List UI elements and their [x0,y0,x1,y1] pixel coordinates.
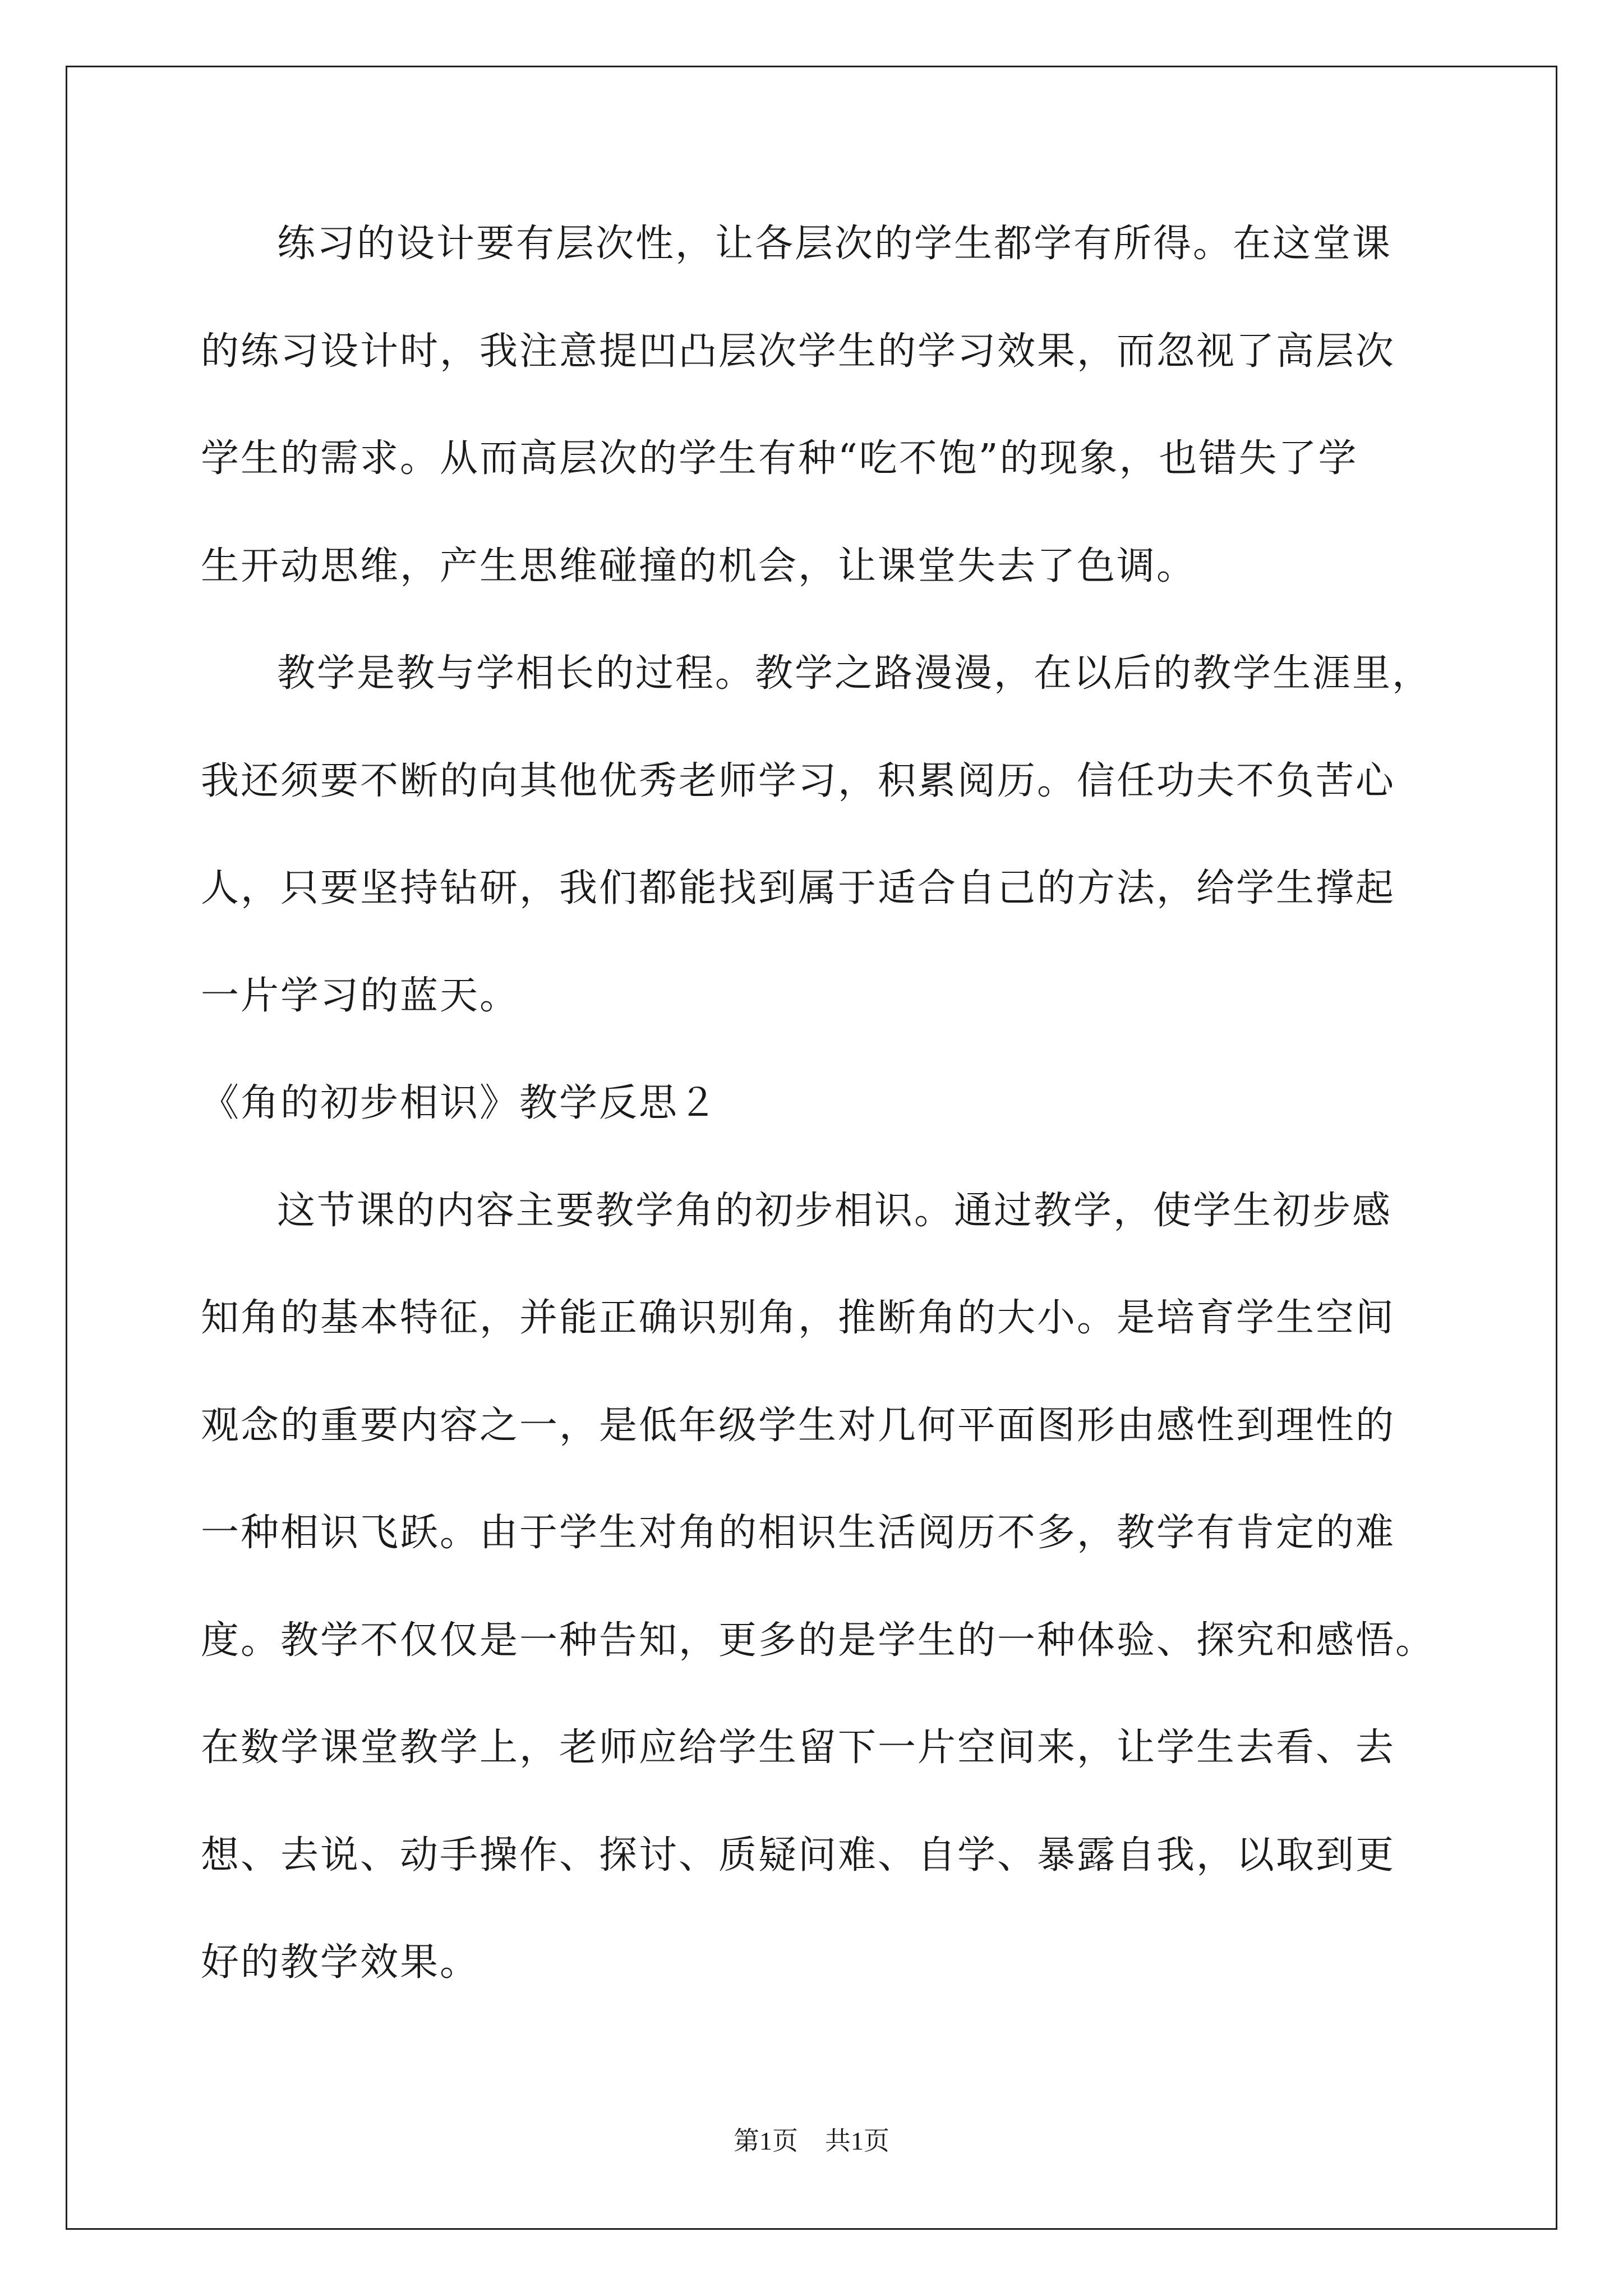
document-body [201,208,1468,2034]
paragraph-line: 练习的设计要有层次性，让各层次的学生都学有所得。在这堂课 [277,222,1393,266]
paragraph-line: 人，只要坚持钻研，我们都能找到属于适合自己的方法，给学生撑起 [201,866,1396,910]
page-footer [0,2120,1623,2157]
paragraph-line: 好的教学效果。 [201,1940,480,1985]
paragraph-line: 这节课的内容主要教学角的初步相识。通过教学，使学生初步感 [277,1188,1393,1233]
paragraph-line: 教学是教与学相长的过程。教学之路漫漫，在以后的教学生涯里， [277,651,1432,696]
page-total: 共1页 [825,2127,889,2155]
section-heading: 《角的初步相识》教学反思２ [201,1081,719,1125]
paragraph-line: 度。教学不仅仅是一种告知，更多的是学生的一种体验、探究和感悟。 [201,1618,1436,1663]
paragraph-line: 学生的需求。从而高层次的学生有种“吃不饱”的现象，也错失了学 [201,436,1358,481]
paragraph-line: 一种相识飞跃。由于学生对角的相识生活阅历不多，教学有肯定的难 [201,1511,1396,1555]
paragraph-line: 的练习设计时，我注意提凹凸层次学生的学习效果，而忽视了高层次 [201,329,1396,374]
paragraph-line: 在数学课堂教学上，老师应给学生留下一片空间来，让学生去看、去 [201,1726,1396,1770]
paragraph-line: 想、去说、动手操作、探讨、质疑问难、自学、暴露自我，以取到更 [201,1833,1396,1878]
page-number: 第1页 [734,2127,798,2155]
paragraph-line: 观念的重要内容之一，是低年级学生对几何平面图形由感性到理性的 [201,1403,1396,1448]
paragraph-line: 生开动思维，产生思维碰撞的机会，让课堂失去了色调。 [201,544,1197,588]
paragraph-line: 知角的基本特征，并能正确识别角，推断角的大小。是培育学生空间 [201,1296,1396,1340]
paragraph-line: 我还须要不断的向其他优秀老师学习，积累阅历。信任功夫不负苦心 [201,758,1396,803]
paragraph-line: 一片学习的蓝天。 [201,973,520,1018]
